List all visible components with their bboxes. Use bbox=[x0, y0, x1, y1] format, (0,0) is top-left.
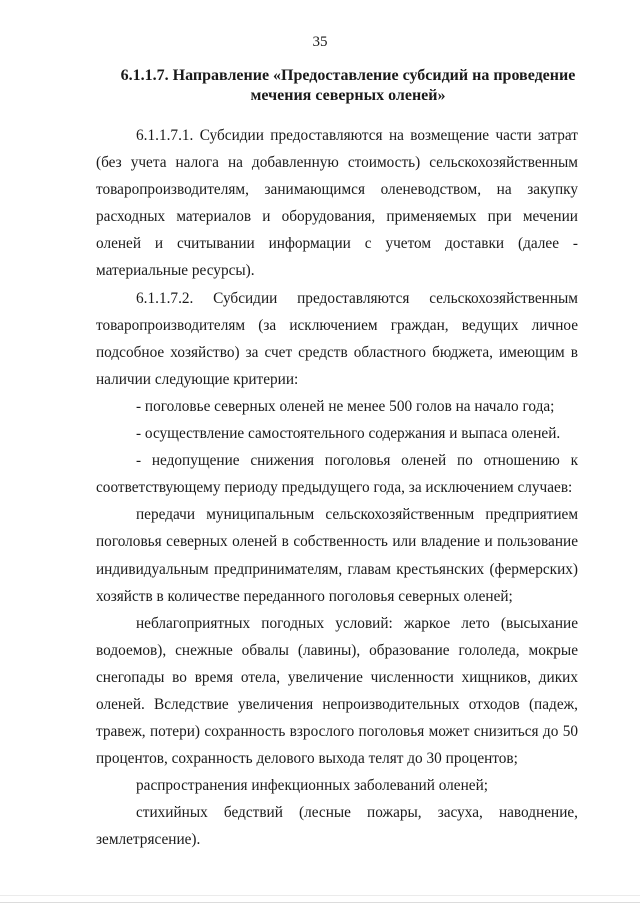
criterion-herd-size: - поголовье северных оленей не менее 500 голов на начало года; bbox=[136, 397, 555, 415]
scan-edge-line bbox=[0, 902, 640, 903]
section-heading-line-2: мечения северных оленей» bbox=[250, 87, 446, 104]
section-heading bbox=[118, 66, 578, 106]
exception-weather: неблагоприятных погодных условий: жаркое лето (высыхание водоемов), снежные обвалы (лавины), образование гололеда, мокрые снегопады во время отела, увеличение численности хищников, диких оленей. Вследствие увеличения непроизводительных отходов (падеж, травеж, потери) сохранность взрослого поголовья может снизиться до 50 процентов, сохранность делового выхода телят до 30 процентов; bbox=[96, 614, 578, 768]
section-heading-line-1: 6.1.1.7. Направление «Предоставление субсидий на проведение bbox=[120, 67, 576, 84]
body-text bbox=[96, 122, 578, 854]
paragraph-6-1-1-7-1: 6.1.1.7.1. Субсидии предоставляются на возмещение части затрат (без учета налога на добавленную стоимость) сельскохозяйственным товаропроизводителям, занимающимся оленеводством, на закупку расходных материалов и оборудования, применяемых при мечении оленей и считывании информации с учетом доставки (далее - материальные ресурсы). bbox=[96, 127, 578, 280]
page-number: 35 bbox=[312, 34, 328, 50]
criterion-self-grazing: - осуществление самостоятельного содержания и выпаса оленей. bbox=[136, 425, 561, 443]
exception-natural-disaster: стихийных бедствий (лесные пожары, засуха, наводнение, землетрясение). bbox=[96, 804, 578, 849]
criterion-no-herd-decline: - недопущение снижения поголовья оленей по отношению к соответствующему периоду предыдущего года, за исключением случаев: bbox=[96, 452, 578, 497]
paragraph-6-1-1-7-2: 6.1.1.7.2. Субсидии предоставляются сельскохозяйственным товаропроизводителям (за исключением граждан, ведущих личное подсобное хозяйство) за счет средств областного бюджета, имеющим в наличии следующие критерии: bbox=[96, 289, 578, 388]
scan-edge-line bbox=[0, 895, 640, 896]
exception-transfer: передачи муниципальным сельскохозяйственным предприятием поголовья северных оленей в собственность или владение и пользование индивидуальным предпринимателям, главам крестьянских (фермерских) хозяйств в количестве переданного поголовья северных оленей; bbox=[96, 506, 578, 605]
exception-disease: распространения инфекционных заболеваний оленей; bbox=[136, 777, 489, 795]
